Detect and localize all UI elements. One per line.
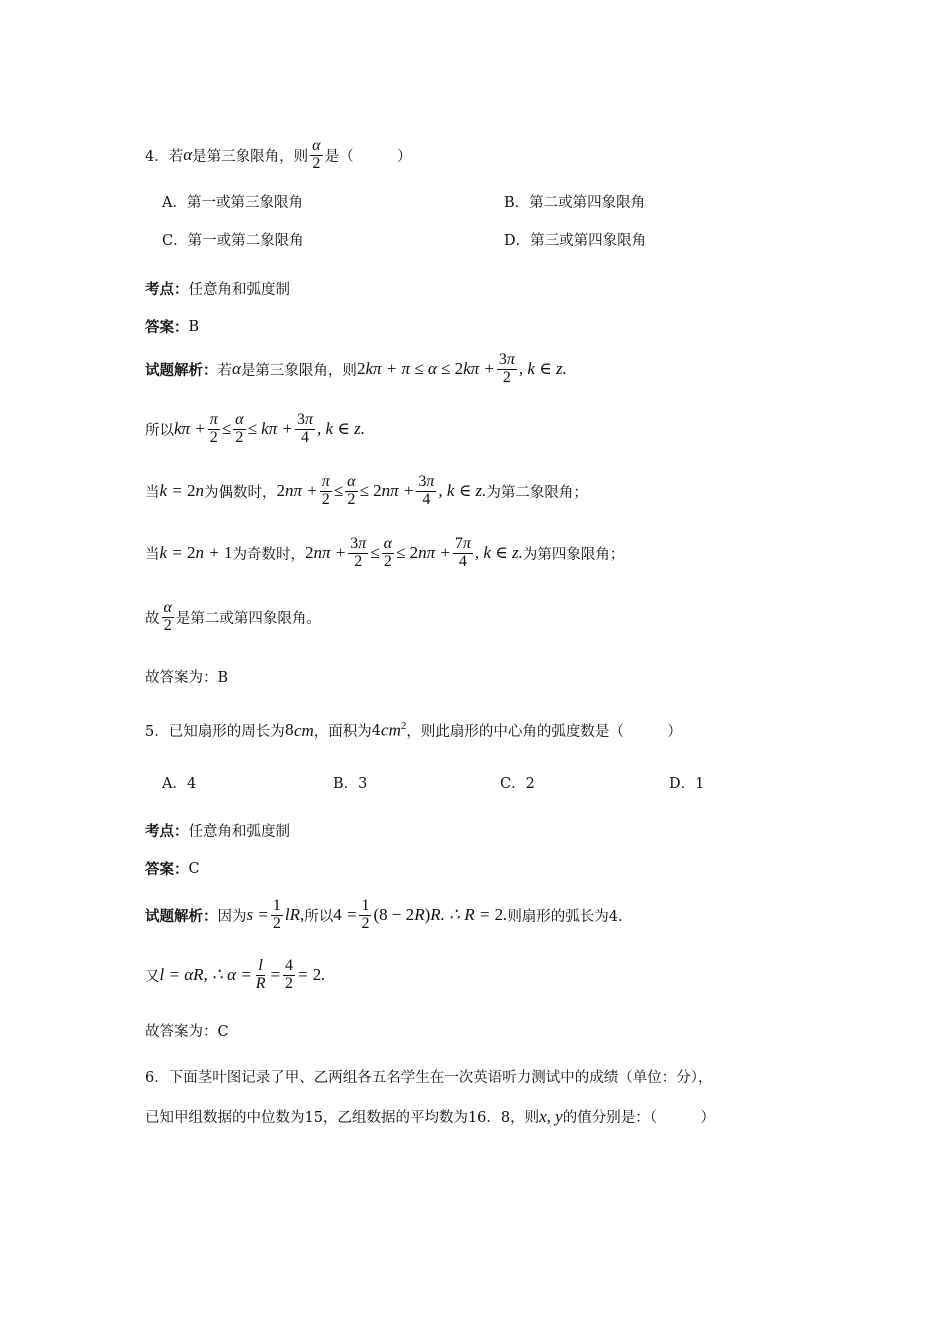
q5-analysis-line2: 又 l = αR, ∴ α = $\frac{l}{R}$ = $\frac{4}{2}$ = 2.	[145, 957, 326, 992]
q5-option-c: C．2	[500, 776, 535, 792]
q6-stem-line2: 已知甲组数据的中位数为15，乙组数据的平均数为16．8，则 x, y 的值分别是：（ ）	[145, 1106, 715, 1126]
q5-analysis-line1: 试题解析： 因为 s = $\frac{1}{2}$ lR, 所以 4 = $\frac{1}{2}$ (8 − 2R)R. ∴ R = 2. 则扇形的弧长为4.	[145, 897, 623, 932]
alpha-symbol: α	[183, 145, 193, 165]
q6-stem-line1: 6．下面茎叶图记录了甲、乙两组各五名学生在一次英语听力测试中的成绩（单位：分），	[145, 1070, 713, 1086]
q5-option-a: A．4	[162, 776, 197, 792]
q5-answer: 答案： C	[145, 860, 200, 878]
q4-option-c: C．第一或第二象限角	[162, 233, 304, 249]
alpha-over-2: $\frac{\alpha}{2}$	[312, 137, 321, 172]
q5-kaodian: 考点： 任意角和弧度制	[145, 823, 290, 840]
q4-analysis-line4: 当 k = 2n + 1 为奇数时， 2nπ + $\frac{3\pi}{2}$ ≤ $\frac{\alpha}{2}$ ≤ 2nπ + $\frac{7\pi}{4}$ , k ∈ z. 为第四象限角；	[145, 535, 625, 570]
q4-answer: 答案： B	[145, 318, 200, 336]
q5-option-d: D．1	[669, 776, 705, 792]
q4-option-a: A．第一或第三象限角	[162, 195, 303, 211]
q5-stem: 5．已知扇形的周长为 8 cm ，面积为 4 $cm^2$ ，则此扇形的中心角的弧度数是（ ）	[145, 720, 682, 740]
q4-analysis-line2: 所以 kπ + $\frac{\pi}{2}$ ≤ $\frac{\alpha}{2}$ ≤ kπ + $\frac{3\pi}{4}$ , k ∈ z.	[145, 411, 365, 446]
q4-analysis-line3: 当 k = 2n 为偶数时， 2nπ + $\frac{\pi}{2}$ ≤ $\frac{\alpha}{2}$ ≤ 2nπ + $\frac{3\pi}{4}$ , k ∈ z. 为第二象限角；	[145, 473, 588, 508]
q5-option-b: B．3	[333, 776, 368, 792]
q4-stem: 4．若 α 是第三象限角，则 $\frac{\alpha}{2}$ 是（ ）	[145, 137, 412, 172]
q4-analysis-line5: 故 $\frac{\alpha}{2}$ 是第二或第四象限角。	[145, 599, 321, 634]
q4-kaodian: 考点： 任意角和弧度制	[145, 281, 290, 298]
q4-option-d: D．第三或第四象限角	[504, 233, 647, 249]
q4-option-b: B．第二或第四象限角	[504, 195, 646, 211]
q4-final-answer: 故答案为：B	[145, 670, 229, 686]
q4-analysis-line1: 试题解析： 若 α 是第三象限角，则 2kπ + π ≤ α ≤ 2kπ + $\frac{3\pi}{2}$ , k ∈ z.	[145, 351, 567, 386]
inequality-1: 2kπ + π ≤ α ≤ 2kπ +	[356, 359, 495, 379]
q5-final-answer: 故答案为：C	[145, 1024, 229, 1040]
